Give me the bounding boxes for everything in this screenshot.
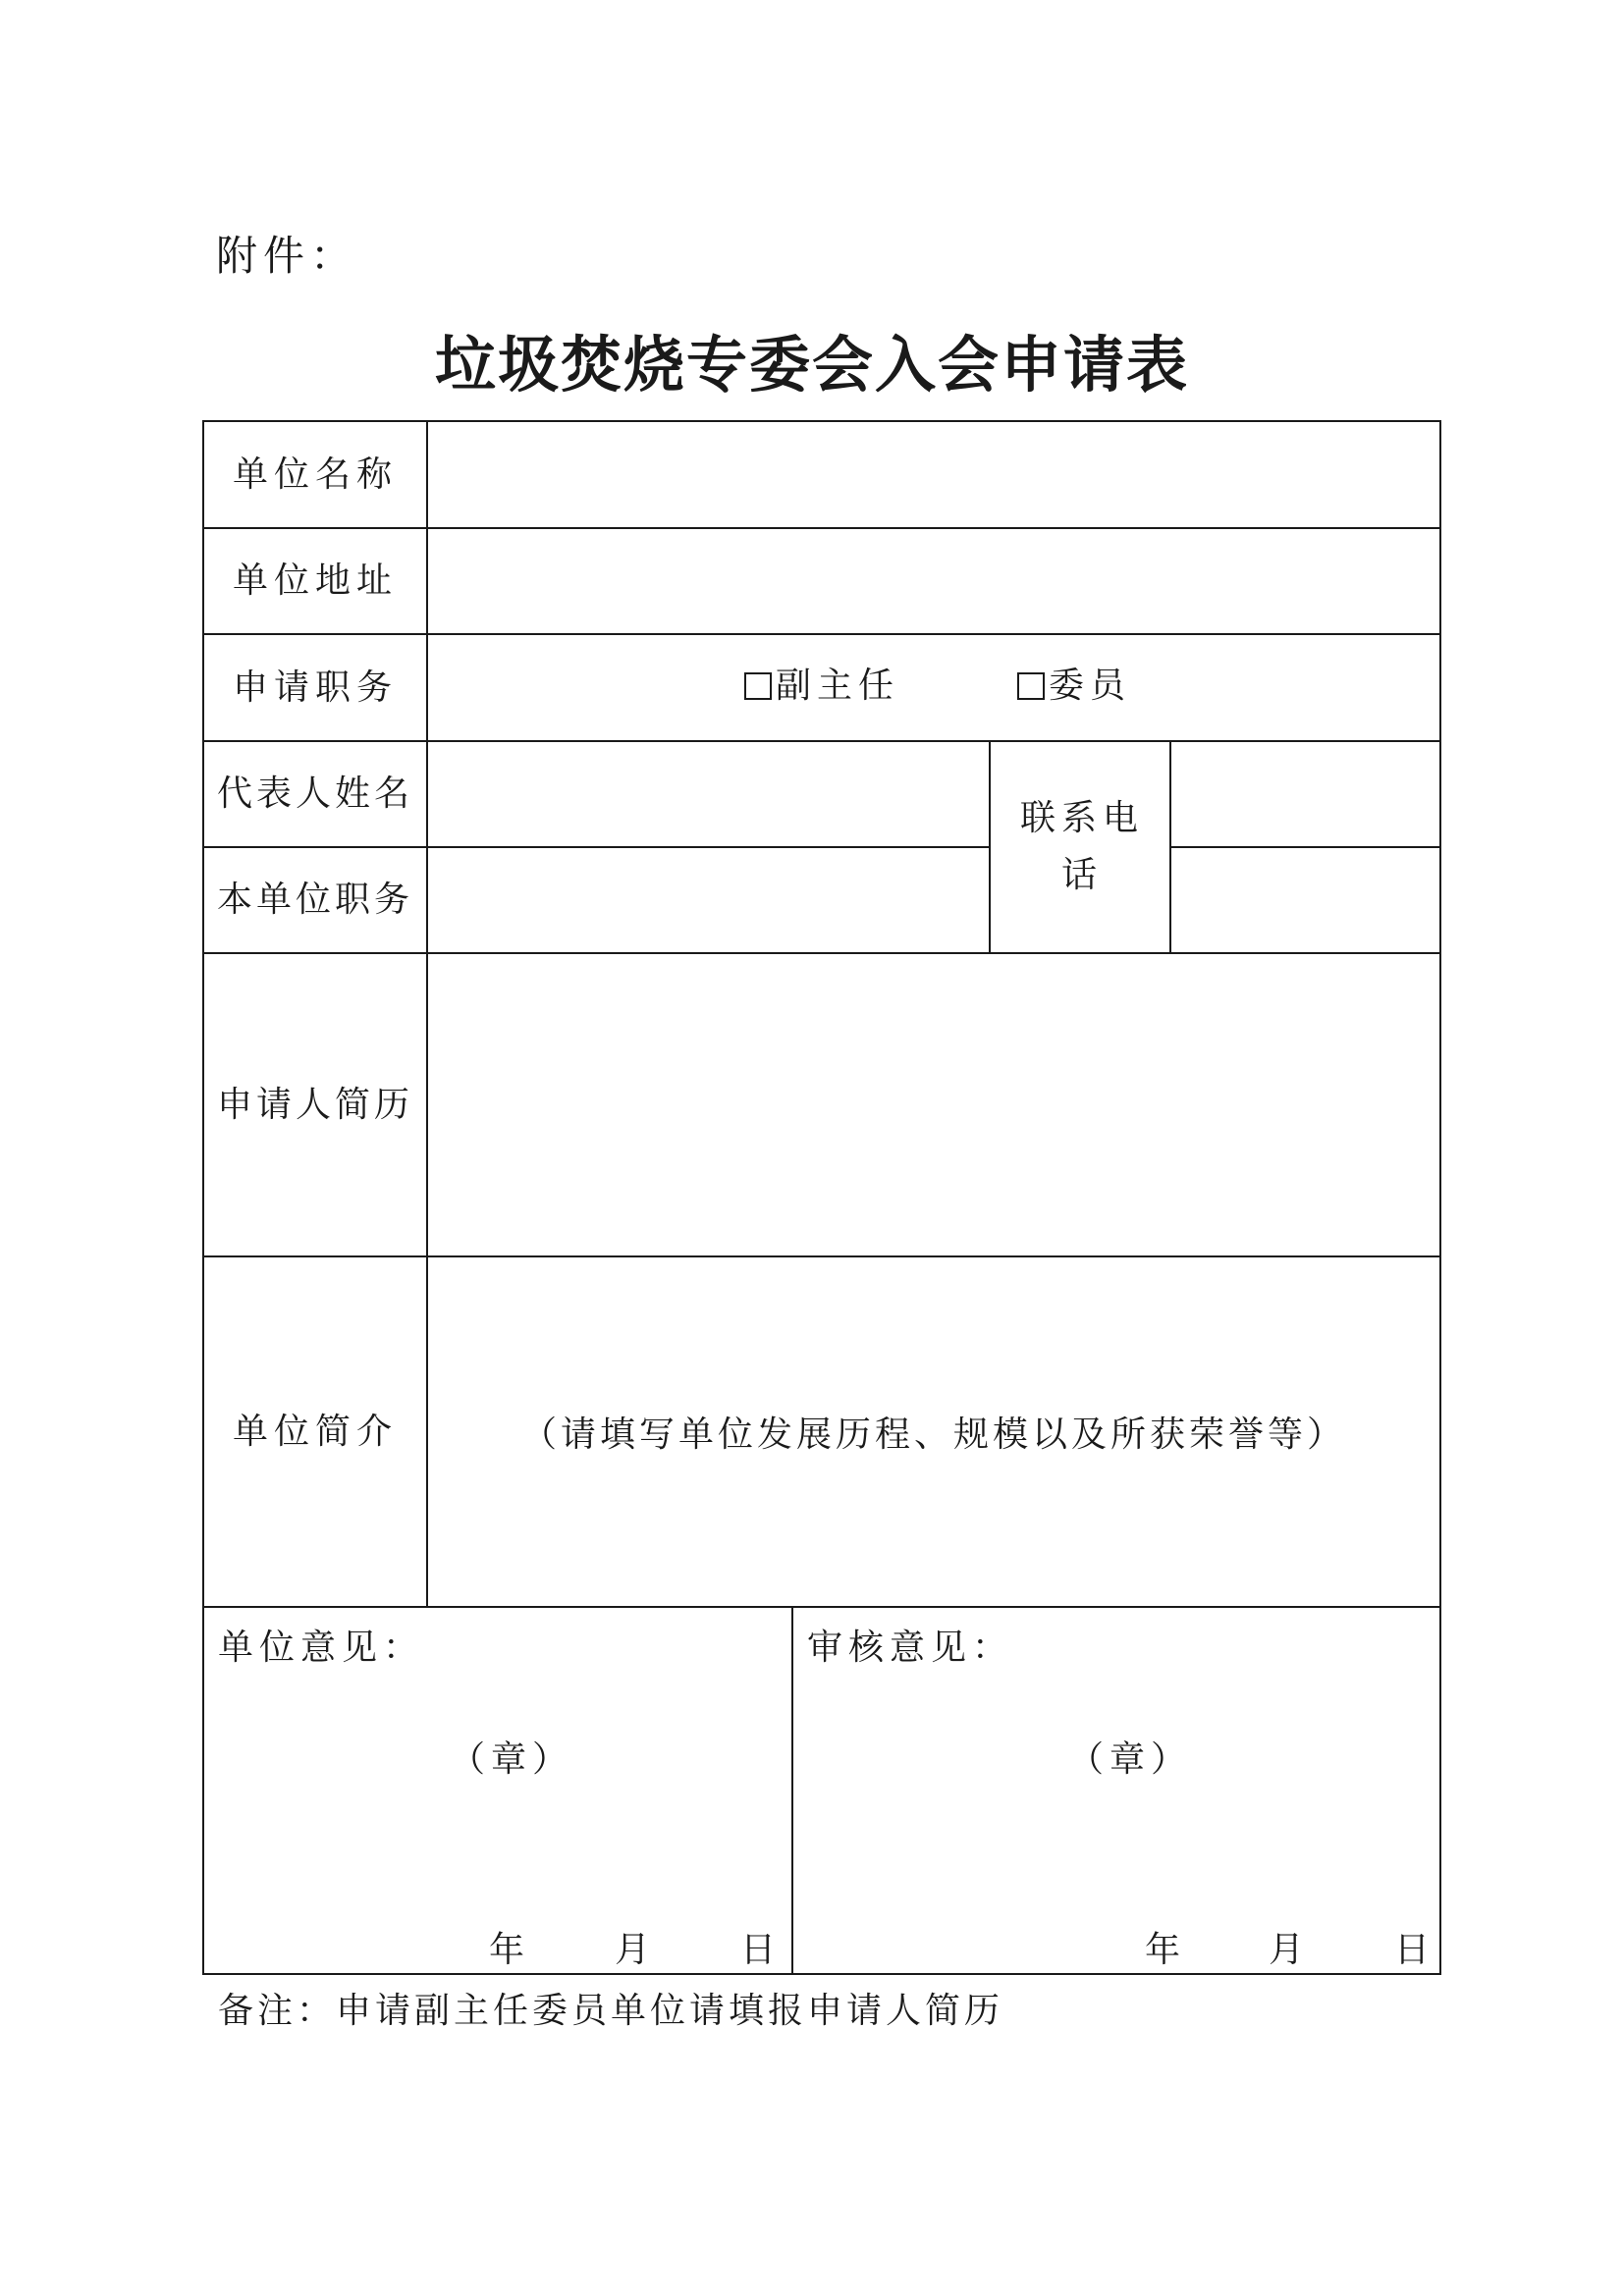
review-seal: （章） — [1068, 1739, 1193, 1780]
unit-name-label: 单位名称 — [232, 454, 398, 495]
unit-date-year: 年 — [489, 1930, 531, 1970]
review-date-day: 日 — [1394, 1930, 1436, 1970]
intro-hint: （请填写单位发展历程、规模以及所获荣誉等） — [520, 1415, 1346, 1455]
row-divider — [202, 1606, 1441, 1608]
representative-name-label: 代表人姓名 — [216, 774, 413, 814]
unit-date-day: 日 — [740, 1930, 783, 1970]
option-label: 副主任 — [776, 666, 900, 706]
checkbox-icon[interactable] — [744, 672, 772, 700]
resume-label: 申请人简历 — [216, 1084, 413, 1125]
checkbox-icon[interactable] — [1017, 672, 1045, 700]
review-date-month: 月 — [1269, 1930, 1311, 1970]
phone-field-1[interactable] — [1171, 742, 1439, 846]
option-member[interactable] — [1017, 658, 1131, 708]
review-opinion-label: 审核意见： — [807, 1628, 1014, 1668]
unit-position-label: 本单位职务 — [216, 880, 413, 920]
column-divider — [989, 740, 991, 952]
review-date-year: 年 — [1145, 1930, 1187, 1970]
unit-name-field[interactable] — [428, 422, 1439, 527]
option-vice-director[interactable] — [744, 658, 899, 708]
unit-date-month: 月 — [615, 1930, 657, 1970]
intro-label: 单位简介 — [232, 1411, 398, 1452]
representative-name-field[interactable] — [428, 742, 989, 846]
unit-opinion-label: 单位意见： — [218, 1628, 425, 1668]
position-label: 申请职务 — [232, 667, 398, 708]
resume-field[interactable] — [428, 954, 1439, 1255]
unit-position-field[interactable] — [428, 848, 989, 952]
column-divider — [791, 1606, 793, 1975]
option-label: 委员 — [1049, 666, 1132, 706]
footer-note: 备注：申请副主任委员单位请填报申请人简历 — [218, 1991, 1004, 2031]
intro-field[interactable] — [428, 1257, 1439, 1606]
unit-seal: （章） — [450, 1739, 574, 1780]
unit-address-label: 单位地址 — [232, 561, 398, 601]
form-title: 垃圾焚烧专委会入会申请表 — [434, 329, 1189, 400]
phone-label: 联系电话 — [1019, 798, 1144, 895]
phone-field-2[interactable] — [1171, 848, 1439, 952]
unit-address-field[interactable] — [428, 529, 1439, 633]
attachment-label: 附件： — [216, 232, 358, 280]
